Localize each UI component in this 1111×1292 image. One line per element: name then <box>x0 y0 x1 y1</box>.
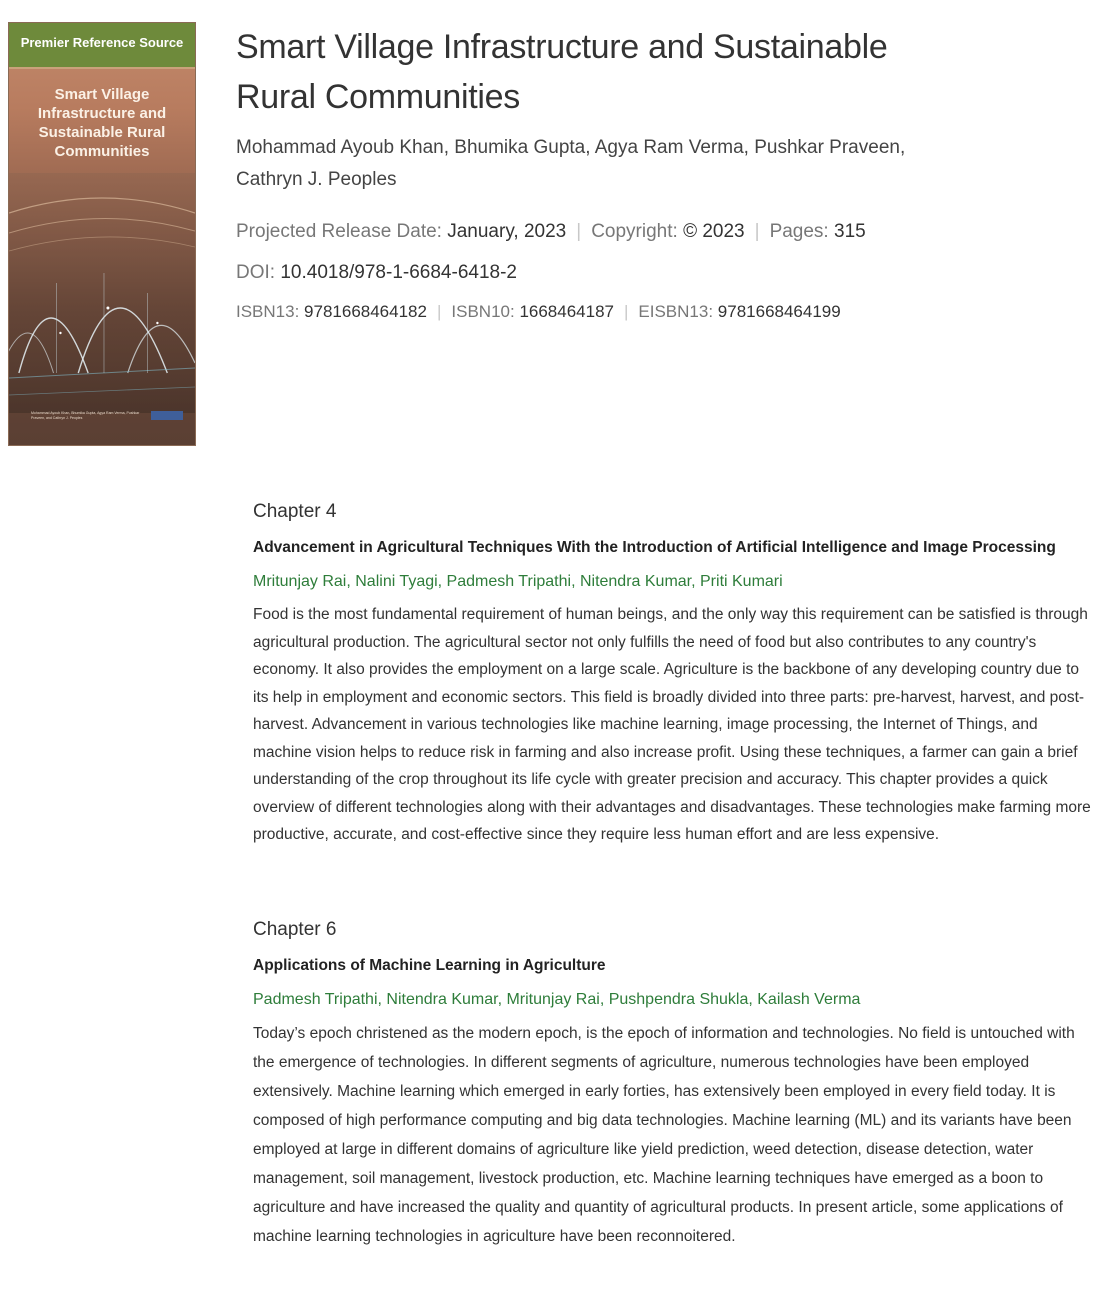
chapter-title-link[interactable]: Advancement in Agricultural Techniques With the Introduction of Artificial Intelligence and Image Processing <box>253 539 1056 556</box>
doi-value[interactable]: 10.4018/978-1-6684-6418-2 <box>280 262 517 283</box>
book-authors: Mohammad Ayoub Khan, Bhumika Gupta, Agya Ram Verma, Pushkar Praveen, Cathryn J. Peoples <box>236 137 906 190</box>
chapter-abstract: Today’s epoch christened as the modern epoch, is the epoch of information and technologies. No field is untouched with the emergence of technologies. In different segments of agriculture, numerous technologies have been employed extensively. Machine learning which emerged in early forties, has extensively been employed in every field today. It is composed of high performance computing and big data technologies. Machine learning (ML) and its variants have been employed at large in different domains of agriculture like yield prediction, weed detection, disease detection, water management, soil management, livestock production, etc. Machine learning techniques have emerged as a boon to agriculture and have increased the quality and quantity of agricultural products. In present article, some applications of machine learning technologies in agriculture have been reconnoitered. <box>253 1025 1075 1245</box>
doi-row <box>236 258 916 288</box>
chapter-authors[interactable]: Padmesh Tripathi, Nitendra Kumar, Mritunjay Rai, Pushpendra Shukla, Kailash Verma <box>253 991 861 1008</box>
separator: | <box>623 302 629 321</box>
pages-value: 315 <box>834 221 866 242</box>
isbn10-label: ISBN10: <box>451 302 515 321</box>
book-info <box>236 22 916 326</box>
pages-label: Pages: <box>769 221 829 242</box>
isbn13-label: ISBN13: <box>236 302 300 321</box>
book-title: Smart Village Infrastructure and Sustainable Rural Communities <box>236 28 888 116</box>
eisbn13-label: EISBN13: <box>638 302 714 321</box>
separator: | <box>754 221 760 242</box>
cover-authors: Mohammad Ayoub Khan, Bhumika Gupta, Agya Ram Verma, Pushkar Praveen, and Cathryn J. Peoples <box>31 411 140 420</box>
release-date-value: January, 2023 <box>447 221 567 242</box>
book-cover-image[interactable] <box>8 22 196 446</box>
isbn10-value: 1668464187 <box>519 302 614 321</box>
chapter-entry <box>253 498 1098 849</box>
release-date-label: Projected Release Date: <box>236 221 442 242</box>
cover-title: Smart Village Infrastructure and Sustainable Rural Communities <box>37 86 167 160</box>
release-meta-row <box>236 216 916 248</box>
chapter-number: Chapter 4 <box>253 501 337 522</box>
eisbn13-value: 9781668464199 <box>717 302 841 321</box>
copyright-value: © 2023 <box>683 221 745 242</box>
separator: | <box>436 302 442 321</box>
isbn-row <box>236 298 916 326</box>
chapter-number: Chapter 6 <box>253 919 337 940</box>
publisher-logo <box>151 411 183 420</box>
cover-artwork <box>9 173 195 413</box>
isbn13-value: 9781668464182 <box>304 302 427 321</box>
separator: | <box>576 221 582 242</box>
doi-label: DOI: <box>236 262 276 283</box>
chapter-title-link[interactable]: Applications of Machine Learning in Agriculture <box>253 957 606 974</box>
chapter-entry <box>253 916 1098 1251</box>
copyright-label: Copyright: <box>591 221 678 242</box>
cover-series-banner: Premier Reference Source <box>9 23 195 69</box>
chapter-authors[interactable]: Mritunjay Rai, Nalini Tyagi, Padmesh Tripathi, Nitendra Kumar, Priti Kumari <box>253 573 783 590</box>
chapter-abstract: Food is the most fundamental requirement of human beings, and the only way this requirement can be satisfied is through agricultural production. The agricultural sector not only fulfills the need of food but also contributes to any country's economy. It also provides the employment on a large scale. Agriculture is the backbone of any developing country due to its help in employment and economic sectors. This field is broadly divided into three parts: pre-harvest, harvest, and post-harvest. Advancement in various technologies like machine learning, image processing, the Internet of Things, and machine vision helps to reduce risk in farming and also increase profit. Using these techniques, a farmer can gain a brief understanding of the crop throughout its life cycle with greater precision and accuracy. This chapter provides a quick overview of different technologies along with their advantages and disadvantages. These technologies make farming more productive, accurate, and cost-effective since they require less human effort and are less expensive. <box>253 606 1091 843</box>
